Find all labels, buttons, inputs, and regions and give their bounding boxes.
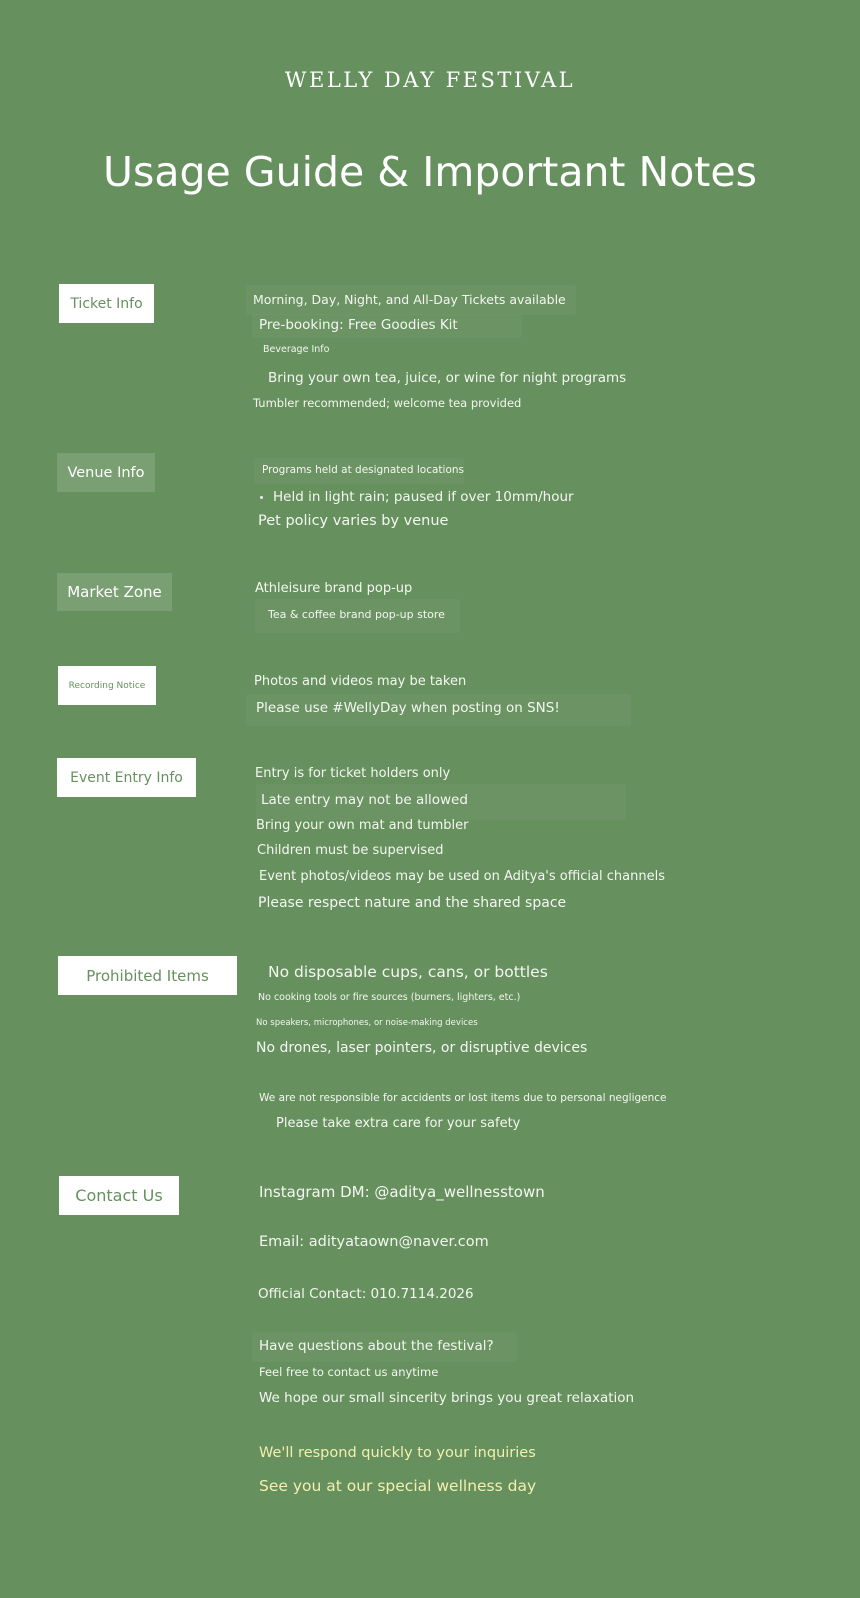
entry-item-3: Bring your own mat and tumbler (256, 818, 469, 833)
entry-item-1: Entry is for ticket holders only (255, 766, 451, 781)
venue-item-1: Programs held at designated locations (262, 464, 465, 476)
entry-item-2: Late entry may not be allowed (261, 792, 468, 808)
market-item-1: Athleisure brand pop-up (255, 581, 413, 596)
ticket-item-3: Beverage Info (263, 344, 330, 355)
contact-question: Have questions about the festival? (259, 1338, 494, 1354)
section-label-prohibited-items: Prohibited Items (58, 956, 237, 995)
section-label-venue-info: Venue Info (57, 453, 155, 492)
ticket-item-2: Pre-booking: Free Goodies Kit (259, 317, 458, 333)
contact-email: Email: adityataown@naver.com (259, 1234, 489, 1250)
entry-item-6: Please respect nature and the shared space (258, 895, 567, 911)
contact-instagram: Instagram DM: @aditya_wellnesstown (259, 1183, 545, 1201)
contact-sincerity: We hope our small sincerity brings you great relaxation (259, 1390, 635, 1406)
market-item-2: Tea & coffee brand pop-up store (268, 608, 445, 621)
ticket-item-5: Tumbler recommended; welcome tea provided (253, 396, 522, 410)
recording-item-1: Photos and videos may be taken (254, 674, 467, 689)
section-label-ticket-info: Ticket Info (59, 284, 154, 323)
contact-phone: Official Contact: 010.7114.2026 (258, 1286, 474, 1302)
entry-item-5: Event photos/videos may be used on Aditya's official channels (259, 869, 665, 884)
venue-item-2-text: Held in light rain; paused if over 10mm/hour (273, 489, 574, 505)
bullet-icon (260, 496, 263, 499)
ticket-item-4: Bring your own tea, juice, or wine for night programs (268, 370, 627, 386)
venue-item-2 (260, 489, 574, 505)
section-label-contact-us: Contact Us (59, 1176, 179, 1215)
prohibited-item-2: No cooking tools or fire sources (burners, lighters, etc.) (258, 992, 521, 1003)
page-title: Usage Guide & Important Notes (103, 148, 757, 196)
prohibited-item-1: No disposable cups, cans, or bottles (268, 963, 548, 981)
contact-respond: We'll respond quickly to your inquiries (259, 1445, 536, 1461)
venue-item-3: Pet policy varies by venue (258, 513, 449, 529)
section-label-market-zone: Market Zone (57, 573, 172, 611)
contact-see-you: See you at our special wellness day (259, 1477, 537, 1495)
section-label-event-entry-info: Event Entry Info (57, 758, 196, 797)
prohibited-item-3: No speakers, microphones, or noise-making devices (256, 1018, 478, 1028)
section-label-recording-notice: Recording Notice (58, 666, 156, 705)
contact-invite: Feel free to contact us anytime (259, 1365, 439, 1379)
recording-item-2: Please use #WellyDay when posting on SNS! (256, 700, 560, 716)
prohibited-item-6: Please take extra care for your safety (276, 1116, 521, 1131)
prohibited-item-5: We are not responsible for accidents or lost items due to personal negligence (259, 1092, 667, 1104)
prohibited-item-4: No drones, laser pointers, or disruptive devices (256, 1040, 588, 1056)
ticket-item-1: Morning, Day, Night, and All-Day Tickets available (253, 292, 566, 307)
entry-item-4: Children must be supervised (257, 843, 444, 858)
brand-name: WELLY DAY FESTIVAL (284, 68, 576, 92)
